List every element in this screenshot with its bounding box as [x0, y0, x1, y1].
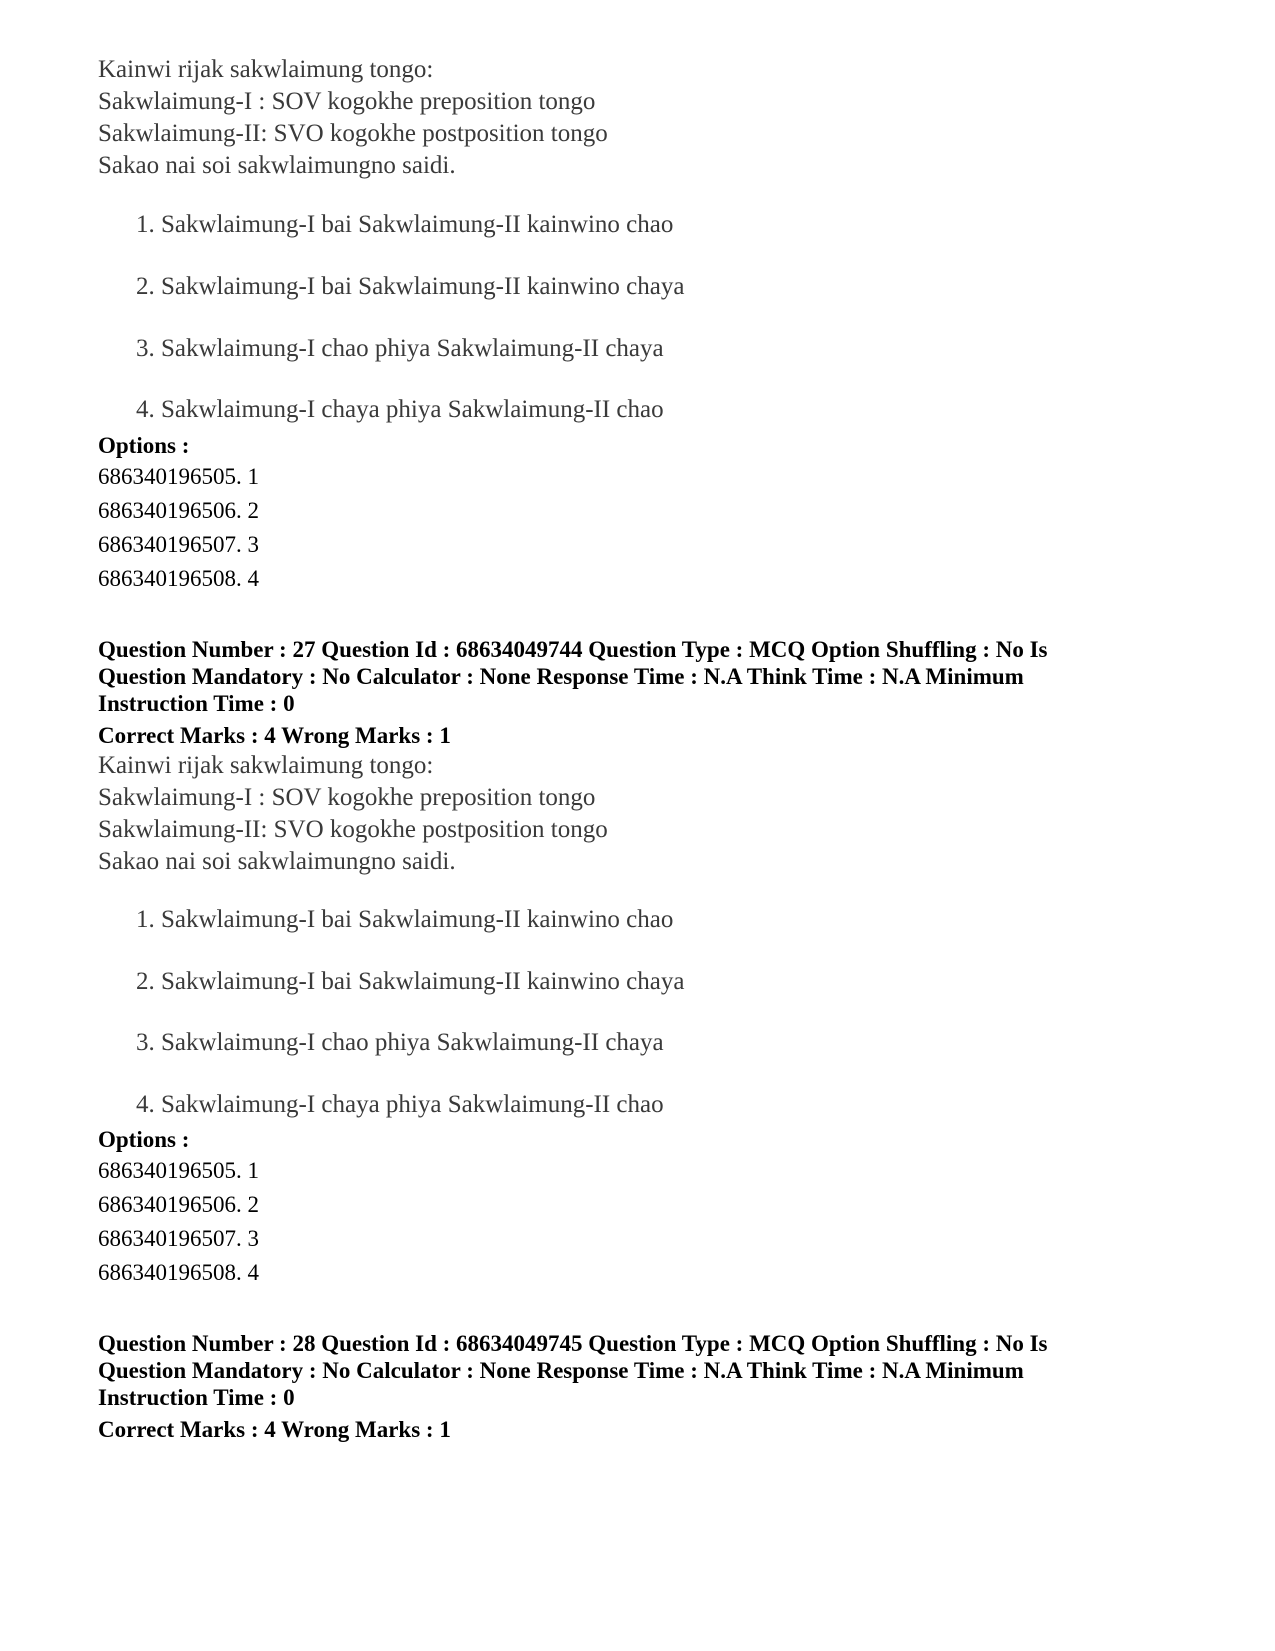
statement-item: 3. Sakwlaimung-I chao phiya Sakwlaimung-II chaya — [136, 335, 664, 362]
statement-item: 1. Sakwlaimung-I bai Sakwlaimung-II kainwino chao — [136, 906, 674, 933]
options-list — [98, 1154, 259, 1290]
meta-line: Question Mandatory : No Calculator : None Response Time : N.A Think Time : N.A Minimum — [98, 1358, 1024, 1383]
option-item: 686340196507. 3 — [98, 1226, 259, 1251]
options-list — [98, 460, 259, 596]
statement-item: 4. Sakwlaimung-I chaya phiya Sakwlaimung-II chao — [136, 1091, 664, 1118]
meta-line: Question Number : 28 Question Id : 68634049745 Question Type : MCQ Option Shuffling : No Is — [98, 1331, 1048, 1356]
prompt-line: Kainwi rijak sakwlaimung tongo: — [98, 56, 434, 83]
question-prompt — [98, 54, 608, 182]
statement-item: 1. Sakwlaimung-I bai Sakwlaimung-II kainwino chao — [136, 211, 674, 238]
statement-item: 3. Sakwlaimung-I chao phiya Sakwlaimung-II chaya — [136, 1029, 664, 1056]
option-item: 686340196505. 1 — [98, 464, 259, 489]
statement-item: 2. Sakwlaimung-I bai Sakwlaimung-II kainwino chaya — [136, 273, 685, 300]
prompt-line: Sakwlaimung-I : SOV kogokhe preposition tongo — [98, 88, 596, 115]
marks-line: Correct Marks : 4 Wrong Marks : 1 — [98, 723, 451, 748]
meta-line: Question Number : 27 Question Id : 68634049744 Question Type : MCQ Option Shuffling : No Is — [98, 637, 1048, 662]
prompt-line: Sakwlaimung-II: SVO kogokhe postposition tongo — [98, 120, 608, 147]
prompt-line: Sakao nai soi sakwlaimungno saidi. — [98, 152, 456, 179]
question-meta — [98, 636, 1188, 717]
meta-line: Instruction Time : 0 — [98, 1385, 295, 1410]
question-meta — [98, 1330, 1188, 1411]
options-label: Options : — [98, 433, 190, 458]
statement-item: 4. Sakwlaimung-I chaya phiya Sakwlaimung-II chao — [136, 396, 664, 423]
option-item: 686340196508. 4 — [98, 1260, 259, 1285]
prompt-line: Kainwi rijak sakwlaimung tongo: — [98, 752, 434, 779]
meta-line: Question Mandatory : No Calculator : None Response Time : N.A Think Time : N.A Minimum — [98, 664, 1024, 689]
question-prompt — [98, 750, 608, 878]
option-item: 686340196506. 2 — [98, 1192, 259, 1217]
options-label: Options : — [98, 1127, 190, 1152]
option-item: 686340196508. 4 — [98, 566, 259, 591]
option-item: 686340196507. 3 — [98, 532, 259, 557]
prompt-line: Sakao nai soi sakwlaimungno saidi. — [98, 848, 456, 875]
option-item: 686340196505. 1 — [98, 1158, 259, 1183]
prompt-line: Sakwlaimung-I : SOV kogokhe preposition tongo — [98, 784, 596, 811]
statement-item: 2. Sakwlaimung-I bai Sakwlaimung-II kainwino chaya — [136, 968, 685, 995]
marks-line: Correct Marks : 4 Wrong Marks : 1 — [98, 1417, 451, 1442]
option-item: 686340196506. 2 — [98, 498, 259, 523]
prompt-line: Sakwlaimung-II: SVO kogokhe postposition tongo — [98, 816, 608, 843]
meta-line: Instruction Time : 0 — [98, 691, 295, 716]
